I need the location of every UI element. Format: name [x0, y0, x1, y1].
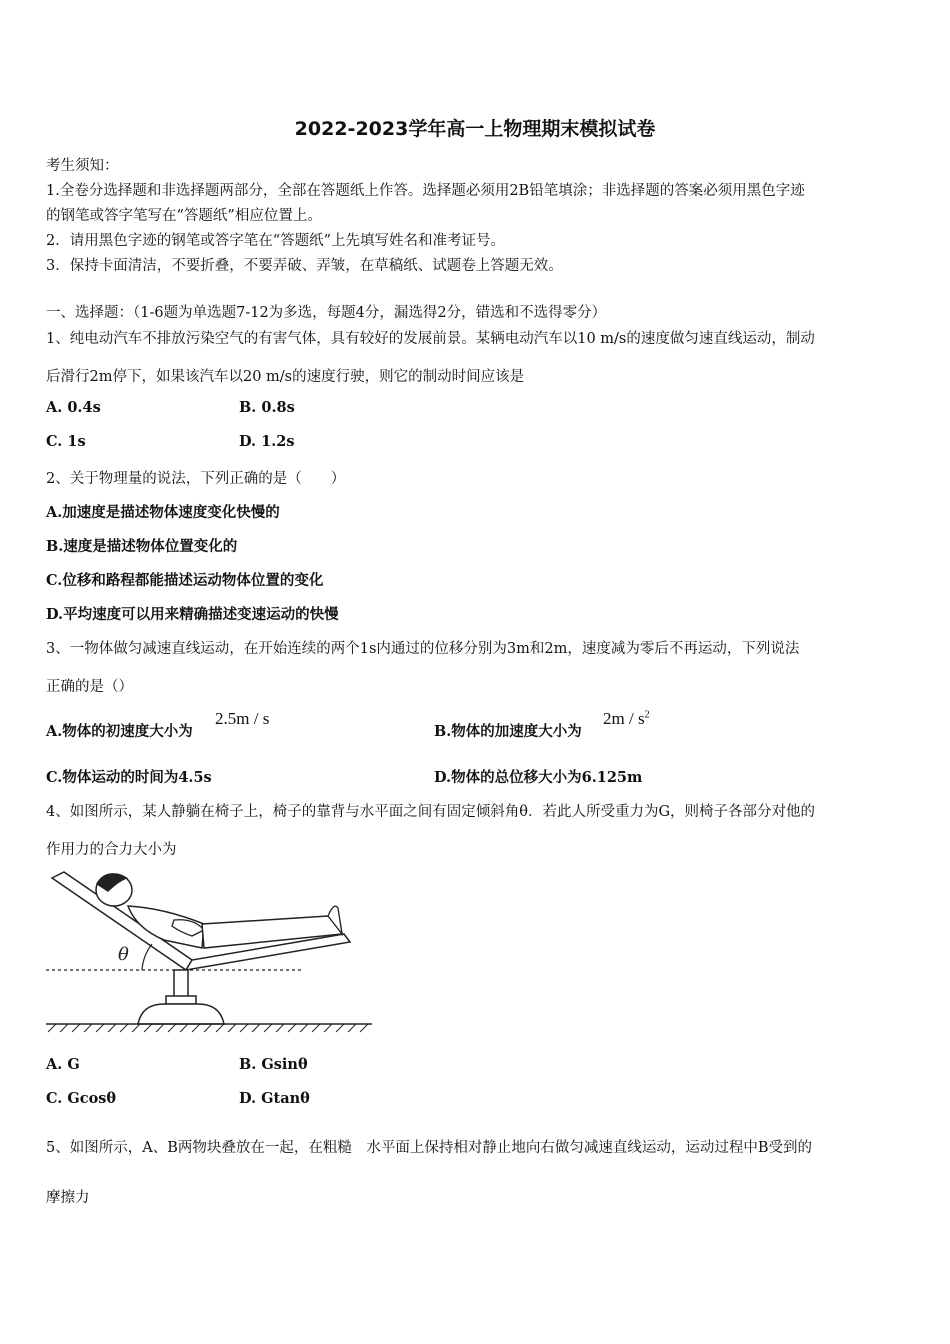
- q4-stem-line2: 作用力的合力大小为: [46, 842, 177, 858]
- reclining-chair-figure: [44, 862, 376, 1036]
- q3-option-a-formula: 2.5m / s: [215, 709, 270, 728]
- q5-stem-line1: 5、如图所示，A、B两物块叠放在一起，在粗糙 水平面上保持相对静止地向右做匀减速直线运动，运动过程中B受到的: [46, 1140, 813, 1156]
- section-heading: 一、选择题：（1-6题为单选题7-12为多选，每题4分，漏选得2分，错选和不选得零分）: [46, 305, 607, 321]
- q2-stem: 2、关于物理量的说法，下列正确的是（ ）: [46, 471, 346, 487]
- q3-option-b: B.物体的加速度大小为: [434, 723, 582, 740]
- q3-option-c: C.物体运动的时间为4.5s: [46, 769, 212, 786]
- q4-option-b: B. Gsinθ: [239, 1056, 308, 1073]
- notice-item-2: 2．请用黑色字迹的钢笔或答字笔在“答题纸”上先填写姓名和准考证号。: [46, 233, 506, 249]
- q4-option-c: C. Gcosθ: [46, 1090, 117, 1107]
- q3-stem-line2: 正确的是（）: [46, 679, 133, 695]
- ground-hatching: [48, 1024, 368, 1032]
- q1-stem-line2: 后滑行2m停下，如果该汽车以20 m/s的速度行驶，则它的制动时间应该是: [46, 369, 525, 385]
- q3-option-b-exponent: 2: [644, 709, 650, 721]
- q1-stem-line1: 1、纯电动汽车不排放污染空气的有害气体，具有较好的发展前景。某辆电动汽车以10 m/s的速度做匀速直线运动，制动: [46, 331, 815, 347]
- notice-item-1-cont: 的钢笔或答字笔写在“答题纸”相应位置上。: [46, 208, 322, 224]
- q3-option-d: D.物体的总位移大小为6.125m: [434, 769, 643, 786]
- angle-arc: [142, 944, 152, 970]
- q2-option-d: D.平均速度可以用来精确描述变速运动的快慢: [46, 606, 339, 623]
- q4-option-a: A. G: [46, 1056, 80, 1073]
- q1-option-d: D. 1.2s: [239, 433, 295, 450]
- q4-stem-line1: 4、如图所示，某人静躺在椅子上，椅子的靠背与水平面之间有固定倾斜角θ．若此人所受重力为G，则椅子各部分对他的: [46, 804, 816, 820]
- q1-option-b: B. 0.8s: [239, 399, 295, 416]
- q3-option-b-formula: $2m / s^2$: [603, 709, 650, 728]
- chair-base: [138, 1004, 224, 1024]
- q1-option-a: A. 0.4s: [46, 399, 101, 416]
- q5-stem-line2: 摩擦力: [46, 1190, 90, 1206]
- q2-option-b: B.速度是描述物体位置变化的: [46, 538, 238, 555]
- theta-label: θ: [118, 944, 129, 965]
- q2-option-a: A.加速度是描述物体速度变化快慢的: [46, 504, 280, 521]
- q3-option-a: A.物体的初速度大小为: [46, 723, 193, 740]
- chair-collar: [166, 996, 196, 1004]
- q2-option-c: C.位移和路程都能描述运动物体位置的变化: [46, 572, 324, 589]
- q1-option-c: C. 1s: [46, 433, 86, 450]
- notice-heading: 考生须知：: [46, 158, 119, 174]
- notice-item-1: 1.全卷分选择题和非选择题两部分，全部在答题纸上作答。选择题必须用2B铅笔填涂；非选择题的答案必须用黑色字迹: [46, 183, 805, 199]
- q4-option-d: D. Gtanθ: [239, 1090, 310, 1107]
- page-title: 2022-2023学年高一上物理期末模拟试卷: [294, 118, 656, 140]
- q3-stem-line1: 3、一物体做匀减速直线运动，在开始连续的两个1s内通过的位移分别为3m和2m，速度减为零后不再运动，下列说法: [46, 641, 800, 657]
- notice-item-3: 3．保持卡面清洁，不要折叠，不要弄破、弄皱，在草稿纸、试题卷上答题无效。: [46, 258, 563, 274]
